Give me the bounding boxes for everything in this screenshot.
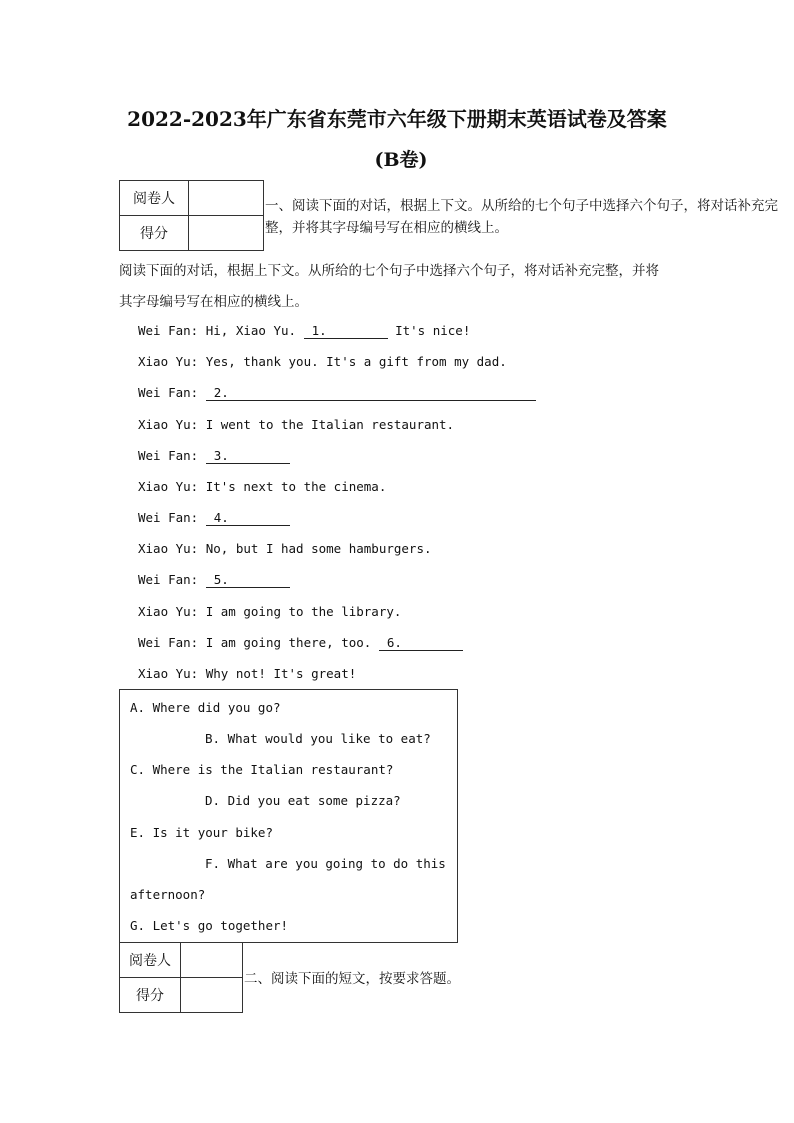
speaker: Xiao Yu: bbox=[138, 541, 206, 556]
section-1-heading: 一、阅读下面的对话，根据上下文。从所给的七个句子中选择六个句子，将对话补充完整，并将其字母编号写在相应的横线上。 bbox=[265, 198, 778, 236]
score-cell[interactable] bbox=[189, 216, 264, 251]
speaker: Wei Fan: bbox=[138, 510, 206, 525]
option-e: E. Is it your bike? bbox=[130, 825, 273, 840]
dialogue-line bbox=[138, 635, 463, 651]
option-g: G. Let's go together! bbox=[130, 918, 289, 933]
answer-blank-3[interactable]: 3. bbox=[206, 448, 290, 464]
option-d: D. Did you eat some pizza? bbox=[205, 793, 401, 808]
dialogue-line bbox=[138, 666, 356, 681]
score-label: 得分 bbox=[120, 216, 189, 251]
speaker: Xiao Yu: bbox=[138, 604, 206, 619]
score-table bbox=[119, 942, 243, 1013]
answer-blank-6[interactable]: 6. bbox=[379, 635, 463, 651]
grader-label: 阅卷人 bbox=[120, 181, 189, 216]
option-a: A. Where did you go? bbox=[130, 700, 281, 715]
speaker: Xiao Yu: bbox=[138, 479, 206, 494]
dialogue-text: No, but I had some hamburgers. bbox=[205, 541, 432, 556]
dialogue-line bbox=[138, 479, 386, 494]
answer-blank-2[interactable]: 2. bbox=[206, 385, 536, 401]
dialogue-text: It's nice! bbox=[387, 323, 471, 338]
score-cell[interactable] bbox=[181, 978, 243, 1013]
speaker: Xiao Yu: bbox=[138, 354, 206, 369]
dialogue-line bbox=[138, 385, 536, 401]
dialogue-text: It's next to the cinema. bbox=[205, 479, 387, 494]
section-1-intro-line-2: 其字母编号写在相应的横线上。 bbox=[119, 294, 308, 310]
speaker: Wei Fan: bbox=[138, 572, 206, 587]
dialogue-line bbox=[138, 448, 290, 464]
speaker: Wei Fan: bbox=[138, 448, 206, 463]
speaker: Xiao Yu: bbox=[138, 417, 206, 432]
score-label: 得分 bbox=[120, 978, 181, 1013]
section-1-intro-line-1: 阅读下面的对话，根据上下文。从所给的七个句子中选择六个句子，将对话补充完整，并将 bbox=[119, 263, 659, 279]
dialogue-line bbox=[138, 541, 432, 556]
section-2-heading: 二、阅读下面的短文，按要求答题。 bbox=[244, 971, 460, 987]
dialogue-text: I am going there, too. bbox=[205, 635, 379, 650]
page-title: 2022-2023年广东省东莞市六年级下册期末英语试卷及答案 bbox=[127, 107, 667, 131]
dialogue-text: I went to the Italian restaurant. bbox=[205, 417, 455, 432]
speaker: Wei Fan: bbox=[138, 635, 206, 650]
speaker: Wei Fan: bbox=[138, 385, 206, 400]
dialogue-line bbox=[138, 417, 454, 432]
options-box bbox=[119, 689, 458, 943]
option-f: F. What are you going to do this bbox=[205, 856, 446, 871]
dialogue-text: Hi, Xiao Yu. bbox=[205, 323, 304, 338]
dialogue-line bbox=[138, 510, 290, 526]
dialogue-text: Yes, thank you. It's a gift from my dad. bbox=[205, 354, 507, 369]
dialogue-text: I am going to the library. bbox=[205, 604, 402, 619]
page-subtitle: (B卷) bbox=[374, 149, 428, 171]
dialogue-line bbox=[138, 323, 470, 339]
answer-blank-5[interactable]: 5. bbox=[206, 572, 290, 588]
speaker: Xiao Yu: bbox=[138, 666, 206, 681]
dialogue-line bbox=[138, 354, 507, 369]
answer-blank-1[interactable]: 1. bbox=[304, 323, 388, 339]
score-table bbox=[119, 180, 264, 251]
dialogue-text: Why not! It's great! bbox=[205, 666, 357, 681]
grader-cell[interactable] bbox=[181, 943, 243, 978]
dialogue-line bbox=[138, 604, 401, 619]
grader-label: 阅卷人 bbox=[120, 943, 181, 978]
speaker: Wei Fan: bbox=[138, 323, 206, 338]
option-f-continued: afternoon? bbox=[130, 887, 206, 902]
grader-cell[interactable] bbox=[189, 181, 264, 216]
answer-blank-4[interactable]: 4. bbox=[206, 510, 290, 526]
option-b: B. What would you like to eat? bbox=[205, 731, 431, 746]
option-c: C. Where is the Italian restaurant? bbox=[130, 762, 394, 777]
dialogue-line bbox=[138, 572, 290, 588]
